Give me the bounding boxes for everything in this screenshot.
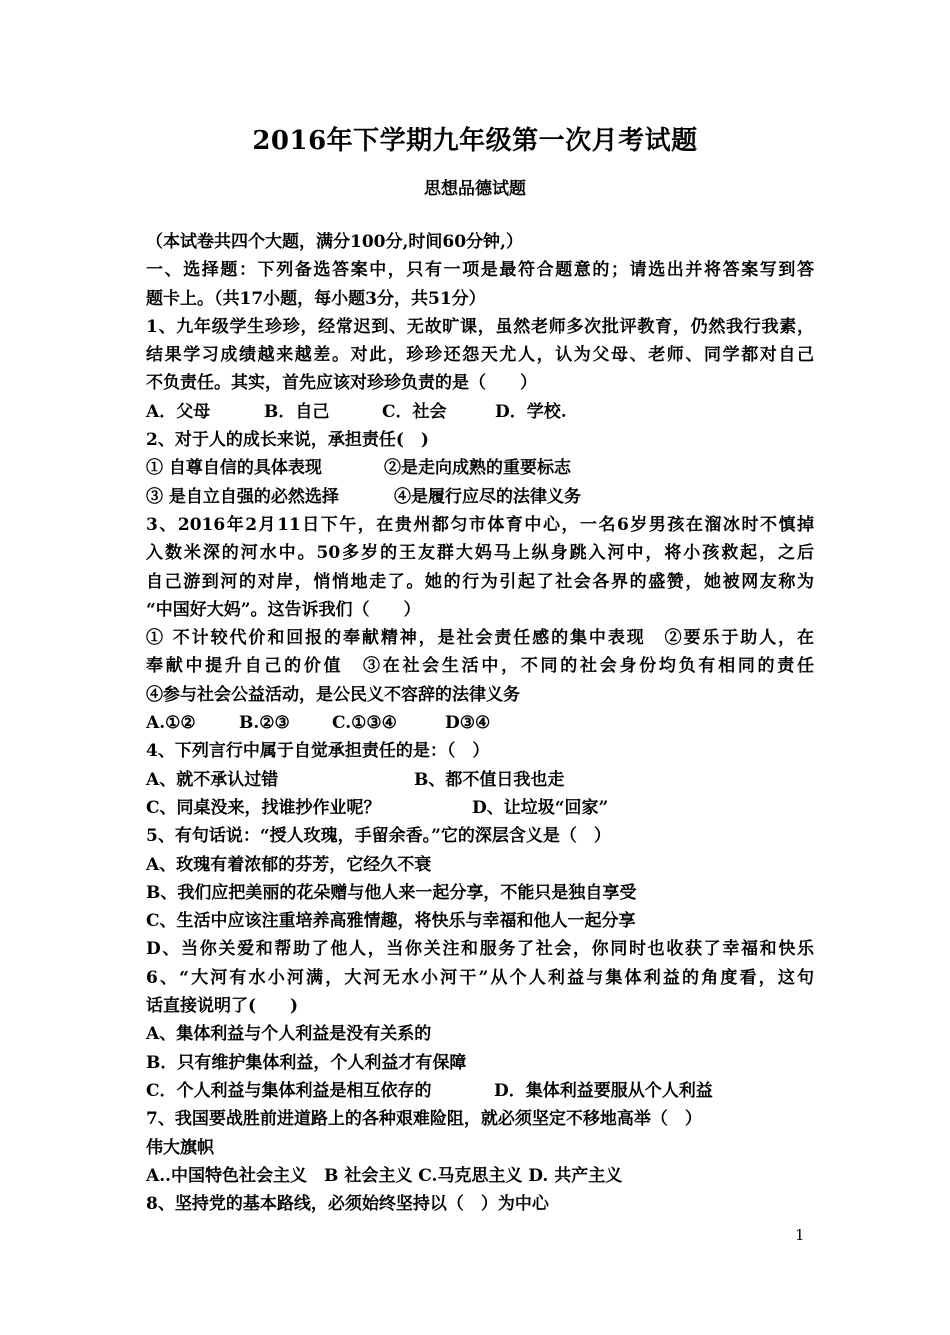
q1-stem-line2: 结果学习成绩越来越差。对此，珍珍还怨天尤人，认为父母、老师、同学都对自己 bbox=[146, 345, 814, 366]
q7-stem-line1: 7、我国要战胜前进道路上的各种艰难险阻，就必须坚定不移地高举（ ） bbox=[146, 1109, 702, 1130]
q1-stem-line3: 不负责任。其实，首先应该对珍珍负责的是（ ） bbox=[146, 373, 537, 394]
q1-stem-line1: 1、九年级学生珍珍，经常迟到、无故旷课，虽然老师多次批评教育，仍然我行我素， bbox=[146, 316, 814, 337]
page-title: 2016年下学期九年级第一次月考试题 bbox=[252, 126, 698, 156]
q4-options-row1 bbox=[146, 766, 814, 794]
q4-option-d: D、让垃圾“回家” bbox=[472, 797, 609, 818]
q7-stem-line2: 伟大旗帜 bbox=[146, 1137, 214, 1158]
q3-options bbox=[146, 709, 814, 737]
q2-item-2: ②是走向成熟的重要标志 bbox=[384, 458, 571, 479]
q4-stem: 4、下列言行中属于自觉承担责任的是：（ ） bbox=[146, 741, 490, 762]
q6-stem-line2: 话直接说明了( ) bbox=[146, 996, 299, 1017]
q2-item-3: ③ 是自立自强的必然选择 bbox=[146, 486, 339, 507]
q2-stem: 2、对于人的成长来说，承担责任( ) bbox=[146, 430, 429, 451]
q4-option-a: A、就不承认过错 bbox=[146, 769, 279, 790]
q4-option-c: C、同桌没来，找谁抄作业呢？ bbox=[146, 797, 381, 818]
section1-instruction-line1: 一、选择题：下列备选答案中，只有一项是最符合题意的；请选出并将答案写到答 bbox=[146, 260, 814, 281]
q5-option-a: A、玫瑰有着浓郁的芬芳，它经久不衰 bbox=[146, 854, 432, 875]
q6-option-b: B．只有维护集体利益，个人利益才有保障 bbox=[146, 1052, 467, 1073]
q1-option-c: C．社会 bbox=[382, 401, 447, 422]
q3-option-b: B.②③ bbox=[239, 713, 290, 734]
q3-option-a: A.①② bbox=[146, 713, 196, 734]
q6-stem-line1: 6、“大河有水小河满，大河无水小河干”从个人利益与集体利益的角度看，这句 bbox=[146, 967, 814, 988]
q5-stem: 5、有句话说：“授人玫瑰，手留余香。”它的深层含义是（ ） bbox=[146, 826, 611, 847]
q5-option-d: D、当你关爱和帮助了他人，当你关注和服务了社会，你同时也收获了幸福和快乐 bbox=[146, 939, 814, 960]
q3-stem-line4: “中国好大妈”。这告诉我们（ ） bbox=[146, 599, 421, 620]
q1-option-b: B．自己 bbox=[264, 401, 330, 422]
q6-option-d: D．集体利益要服从个人利益 bbox=[494, 1080, 713, 1101]
section1-instruction-line2: 题卡上。（共17小题，每小题3分，共51分） bbox=[146, 288, 486, 309]
page-subtitle: 思想品德试题 bbox=[424, 179, 526, 199]
q2-item-1: ① 自尊自信的具体表现 bbox=[146, 458, 322, 479]
q3-stem-line5: ① 不计较代价和回报的奉献精神，是社会责任感的集中表现 ②要乐于助人，在 bbox=[146, 628, 814, 649]
q3-stem-line1: 3、2016年2月11日下午，在贵州都匀市体育中心，一名6岁男孩在溜冰时不慎掉 bbox=[146, 514, 814, 535]
q8-stem: 8、坚持党的基本路线，必须始终坚持以（ ）为中心 bbox=[146, 1194, 549, 1215]
q1-options bbox=[146, 398, 814, 426]
page-number: 1 bbox=[795, 1226, 805, 1244]
q3-option-d: D③④ bbox=[445, 713, 491, 734]
q4-option-b: B、都不值日我也走 bbox=[414, 769, 565, 790]
q7-options: A..中国特色社会主义 B 社会主义 C.马克思主义 D. 共产主义 bbox=[146, 1165, 623, 1186]
q5-option-b: B、我们应把美丽的花朵赠与他人来一起分享，不能只是独自享受 bbox=[146, 882, 637, 903]
q2-item-4: ④是履行应尽的法律义务 bbox=[394, 486, 581, 507]
q3-stem-line3: 自己游到河的对岸，悄悄地走了。她的行为引起了社会各界的盛赞，她被网友称为 bbox=[146, 571, 814, 592]
q6-options-row3 bbox=[146, 1077, 814, 1105]
q2-items-row1 bbox=[146, 454, 814, 482]
q1-option-d: D．学校. bbox=[495, 401, 567, 422]
q3-stem-line6: 奉献中提升自己的价值 ③在社会生活中，不同的社会身份均负有相同的责任 bbox=[146, 656, 814, 677]
q6-option-a: A、集体利益与个人利益是没有关系的 bbox=[146, 1024, 432, 1045]
q2-items-row2 bbox=[146, 483, 814, 511]
exam-intro: （本试卷共四个大题，满分100分,时间60分钟,） bbox=[146, 232, 523, 252]
q1-option-a: A．父母 bbox=[146, 401, 211, 422]
exam-content bbox=[146, 228, 814, 1218]
q3-stem-line7: ④参与社会公益活动，是公民义不容辞的法律义务 bbox=[146, 684, 520, 705]
q3-option-c: C.①③④ bbox=[332, 713, 397, 734]
q4-options-row2 bbox=[146, 794, 814, 822]
q5-option-c: C、生活中应该注重培养高雅情趣，将快乐与幸福和他人一起分享 bbox=[146, 911, 636, 932]
q3-stem-line2: 入数米深的河水中。50多岁的王友群大妈马上纵身跳入河中，将小孩救起，之后 bbox=[146, 543, 814, 564]
q6-option-c: C．个人利益与集体利益是相互依存的 bbox=[146, 1080, 432, 1101]
